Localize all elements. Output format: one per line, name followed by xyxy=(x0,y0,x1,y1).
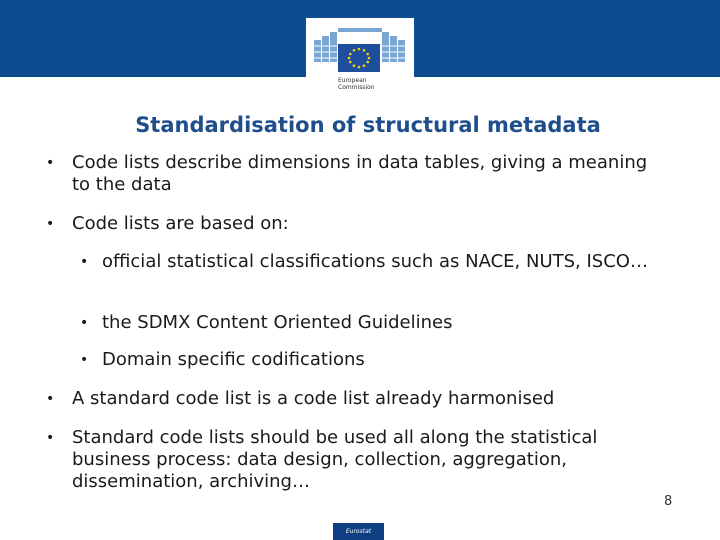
eurostat-badge: Eurostat xyxy=(333,523,384,540)
eu-flag-icon xyxy=(338,44,380,72)
sub-bullet-text: the SDMX Content Oriented Guidelines xyxy=(102,312,453,333)
bullet-icon: • xyxy=(80,315,89,331)
sub-bullet-item xyxy=(80,312,660,334)
european-commission-logo xyxy=(306,18,414,103)
bullet-text: Standard code lists should be used all along the statistical business process: data design, collection, aggregation, dissemination, archiving… xyxy=(72,427,598,492)
page-number: 8 xyxy=(664,494,673,509)
bullet-text: Code lists are based on: xyxy=(72,213,289,234)
sub-bullet-item xyxy=(80,349,660,371)
bullet-icon: • xyxy=(46,391,55,407)
sub-bullet-item xyxy=(80,251,660,273)
bullet-icon: • xyxy=(46,430,55,446)
bullet-icon: • xyxy=(46,155,55,171)
bullet-item xyxy=(46,213,666,235)
logo-text: European Commission xyxy=(338,77,375,91)
bullet-text: A standard code list is a code list already harmonised xyxy=(72,388,555,409)
bullet-text: Code lists describe dimensions in data tables, giving a meaning to the data xyxy=(72,152,648,195)
bullet-icon: • xyxy=(46,216,55,232)
bullet-icon: • xyxy=(80,254,89,270)
bullet-item xyxy=(46,152,666,196)
bullet-item xyxy=(46,388,666,410)
sub-bullet-text: Domain specific codifications xyxy=(102,349,365,370)
bullet-icon: • xyxy=(80,352,89,368)
slide-title: Standardisation of structural metadata xyxy=(135,113,601,137)
bullet-item xyxy=(46,427,666,493)
sub-bullet-text: official statistical classifications such as NACE, NUTS, ISCO… xyxy=(102,251,648,272)
